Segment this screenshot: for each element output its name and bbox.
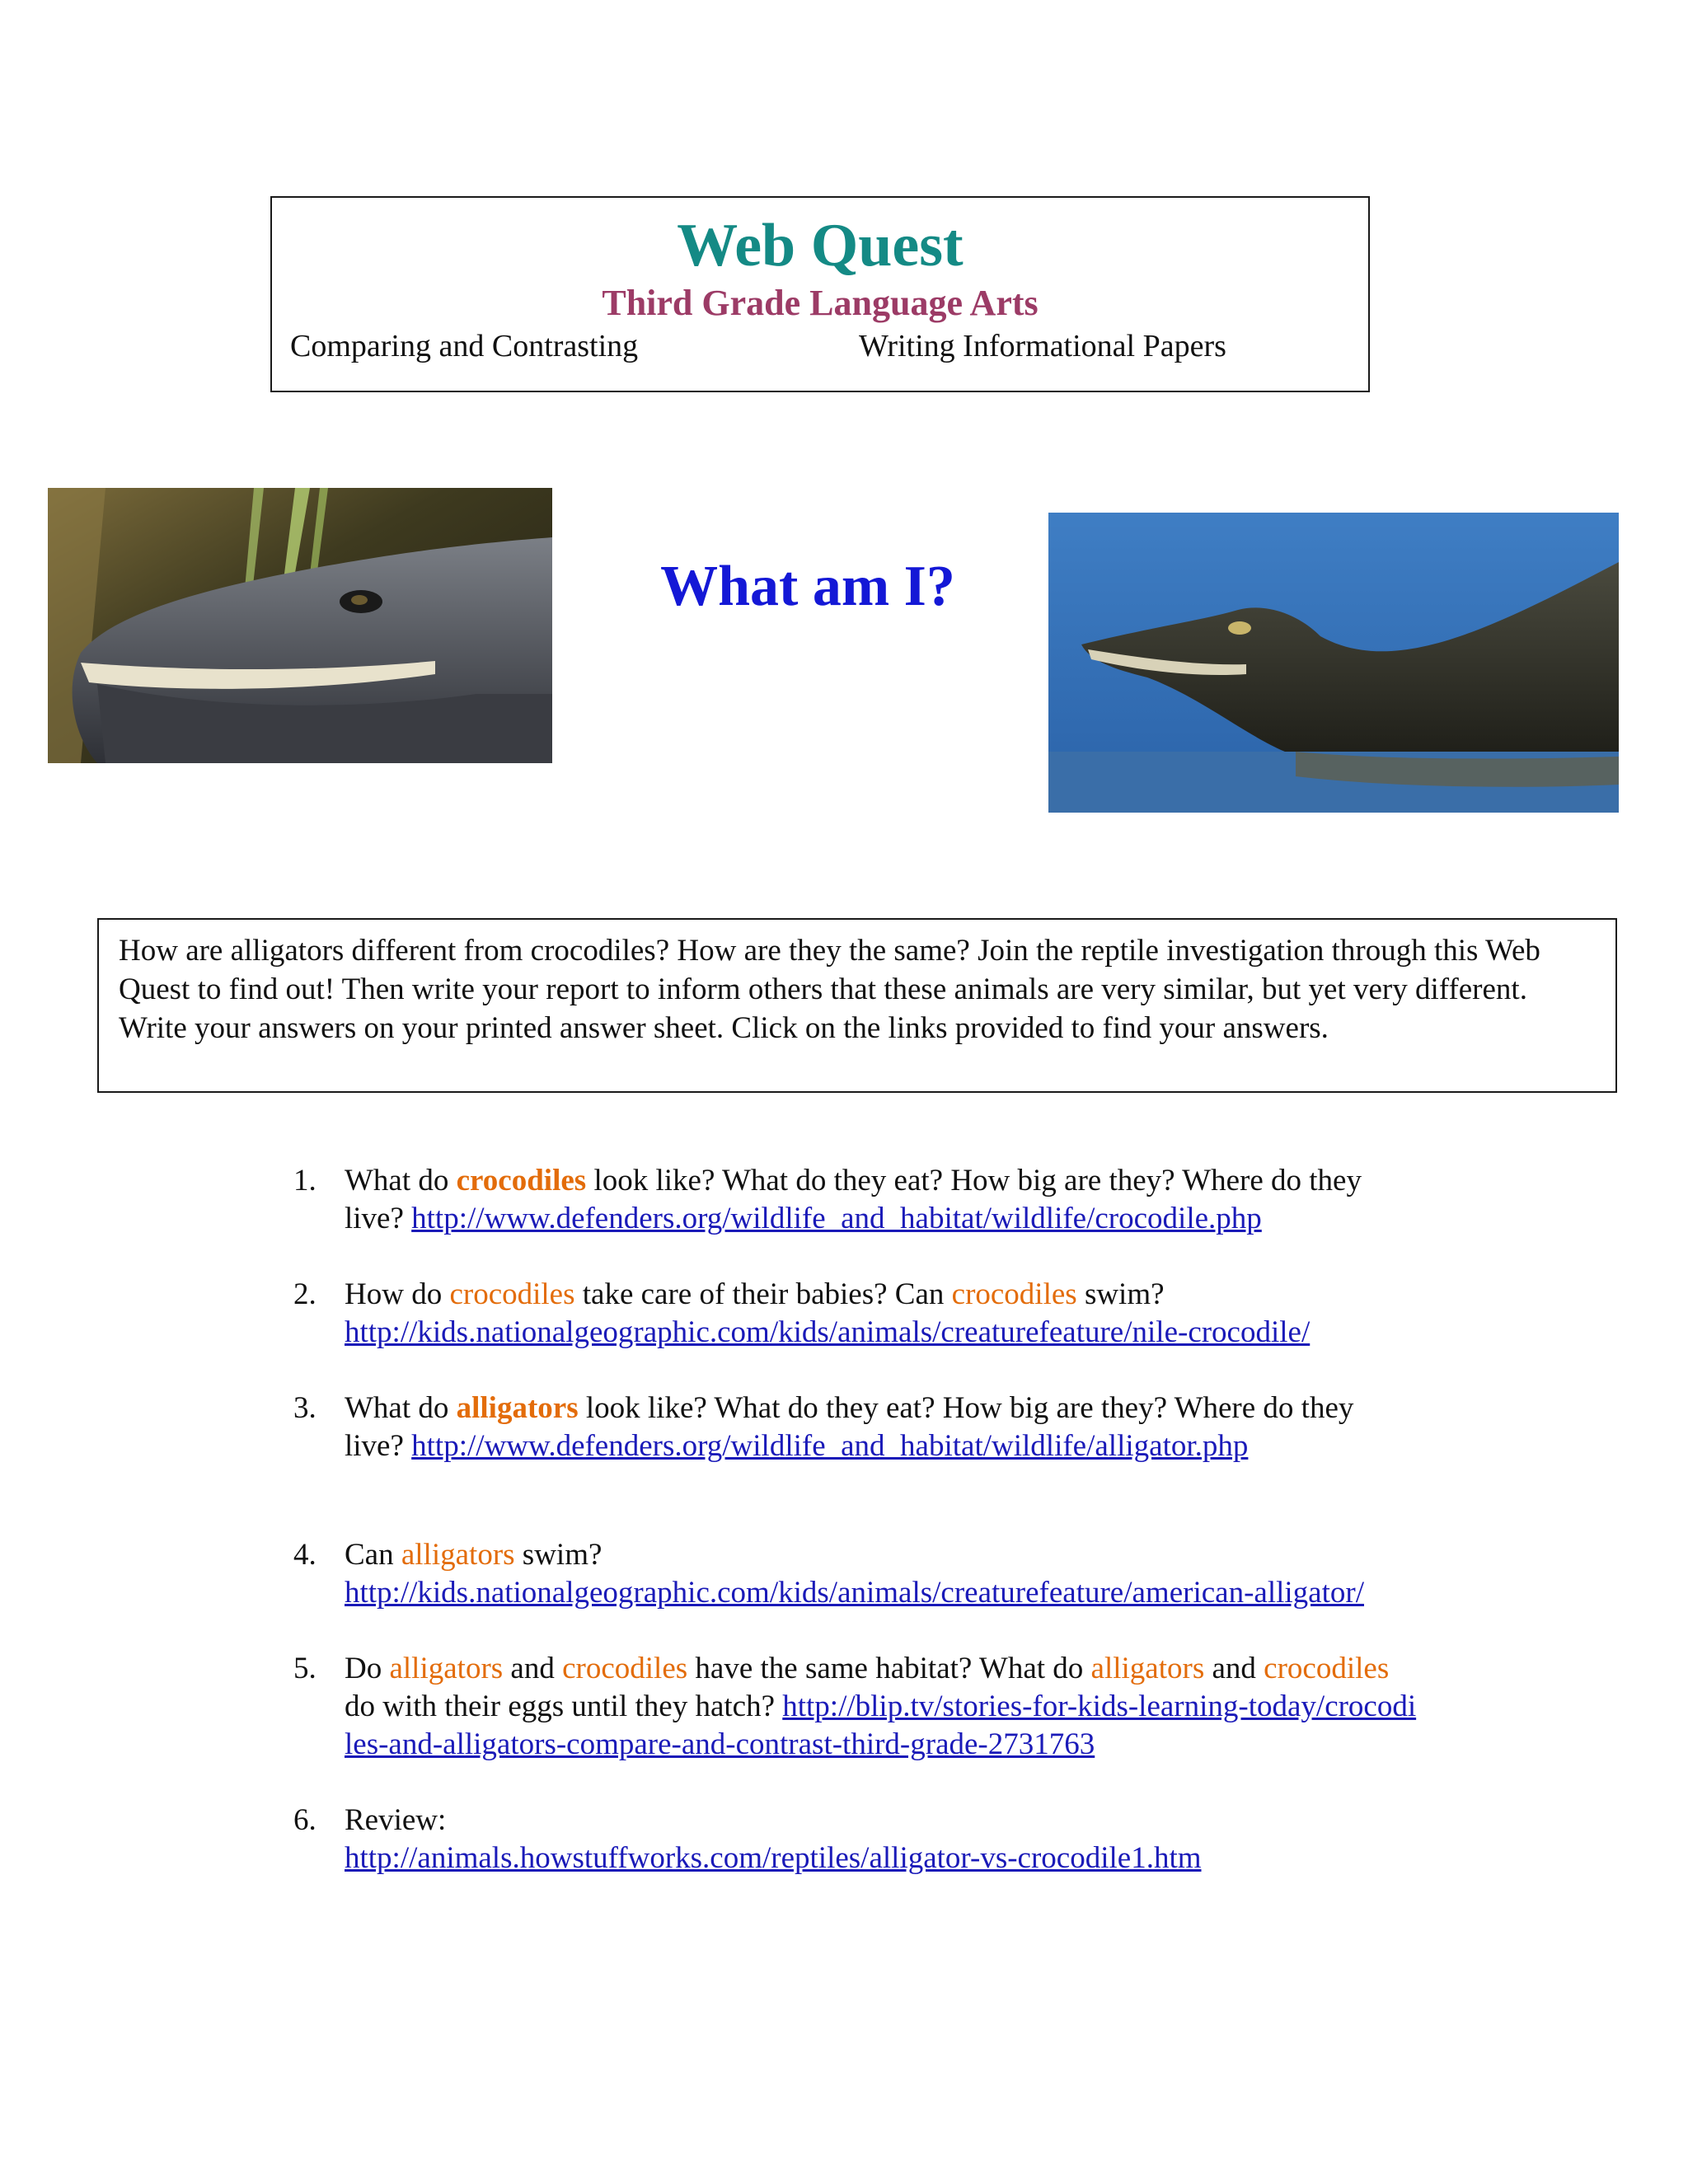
topic-left: Comparing and Contrasting xyxy=(290,329,639,363)
crocodile-photo xyxy=(1048,513,1619,813)
question-text: and xyxy=(1204,1652,1264,1685)
question-text: look like? What do they eat? How big are they? Where do they live? xyxy=(345,1391,1354,1463)
question-link[interactable]: http://www.defenders.org/wildlife_and_habitat/wildlife/alligator.php xyxy=(411,1429,1249,1463)
question-text: do with their eggs until they hatch? xyxy=(345,1690,783,1723)
question-link[interactable]: http://www.defenders.org/wildlife_and_habitat/wildlife/crocodile.php xyxy=(411,1202,1262,1235)
list-item-number: 3. xyxy=(293,1391,316,1425)
highlight-term: crocodiles xyxy=(562,1652,688,1685)
list-item-number: 2. xyxy=(293,1277,316,1311)
question-list xyxy=(280,1162,1418,1915)
question-link[interactable]: http://blip.tv/stories-for-kids-learning-today/crocodiles-and-alligators-compare-and-contrast-third-grade-2731763 xyxy=(345,1690,1417,1761)
highlight-term: alligators xyxy=(401,1538,515,1572)
page-title: Web Quest xyxy=(677,212,964,279)
highlight-term: crocodiles xyxy=(951,1277,1077,1311)
list-item-text xyxy=(345,1802,1418,1877)
list-item xyxy=(280,1276,1418,1352)
highlight-term: crocodiles xyxy=(449,1277,575,1311)
question-text: look like? What do they eat? How big are they? Where do they live? xyxy=(345,1164,1362,1235)
question-text: Do xyxy=(345,1652,390,1685)
question-text: swim? xyxy=(1076,1277,1165,1311)
list-item xyxy=(280,1536,1418,1612)
question-text: Review: xyxy=(345,1803,447,1837)
question-link[interactable]: http://animals.howstuffworks.com/reptiles/alligator-vs-crocodile1.htm xyxy=(345,1841,1202,1875)
highlight-term: alligators xyxy=(389,1652,504,1685)
page-subtitle: Third Grade Language Arts xyxy=(602,283,1039,323)
question-text: and xyxy=(503,1652,563,1685)
list-item xyxy=(280,1650,1418,1764)
list-item-number: 5. xyxy=(293,1652,316,1685)
question-text: take care of their babies? Can xyxy=(574,1277,952,1311)
list-item-number: 1. xyxy=(293,1164,316,1197)
question-text: What do xyxy=(345,1164,457,1197)
list-item-text xyxy=(345,1390,1418,1465)
question-text: swim? xyxy=(514,1538,603,1572)
question-link[interactable]: http://kids.nationalgeographic.com/kids/animals/creaturefeature/nile-crocodile/ xyxy=(345,1315,1311,1349)
question-link[interactable]: http://kids.nationalgeographic.com/kids/animals/creaturefeature/american-alligator/ xyxy=(345,1576,1364,1610)
intro-box: How are alligators different from crocodiles? How are they the same? Join the reptile investigation through this Web Quest to find out! Then write your report to inform others that these animals are very similar, but yet very different. Write your answers on your printed answer sheet. Click on the links provided to find your answers. xyxy=(97,918,1617,1093)
list-item xyxy=(280,1802,1418,1877)
question-text: How do xyxy=(345,1277,450,1311)
list-item xyxy=(280,1390,1418,1465)
question-text: What do xyxy=(345,1391,457,1425)
alligator-photo xyxy=(48,488,552,763)
question-text: Can xyxy=(345,1538,401,1572)
list-item-number: 6. xyxy=(293,1803,316,1837)
topic-right: Writing Informational Papers xyxy=(859,329,1226,363)
question-text: have the same habitat? What do xyxy=(687,1652,1091,1685)
list-item-text xyxy=(345,1276,1418,1352)
list-item-text xyxy=(345,1536,1418,1612)
highlight-term: alligators xyxy=(456,1391,579,1425)
header-box xyxy=(270,196,1370,392)
question-heading: What am I? xyxy=(660,555,955,618)
list-item-text xyxy=(345,1162,1418,1238)
list-item-text xyxy=(345,1650,1418,1764)
highlight-term: crocodiles xyxy=(456,1164,587,1197)
list-item xyxy=(280,1162,1418,1238)
highlight-term: crocodiles xyxy=(1264,1652,1390,1685)
highlight-term: alligators xyxy=(1090,1652,1205,1685)
list-item-number: 4. xyxy=(293,1538,316,1572)
